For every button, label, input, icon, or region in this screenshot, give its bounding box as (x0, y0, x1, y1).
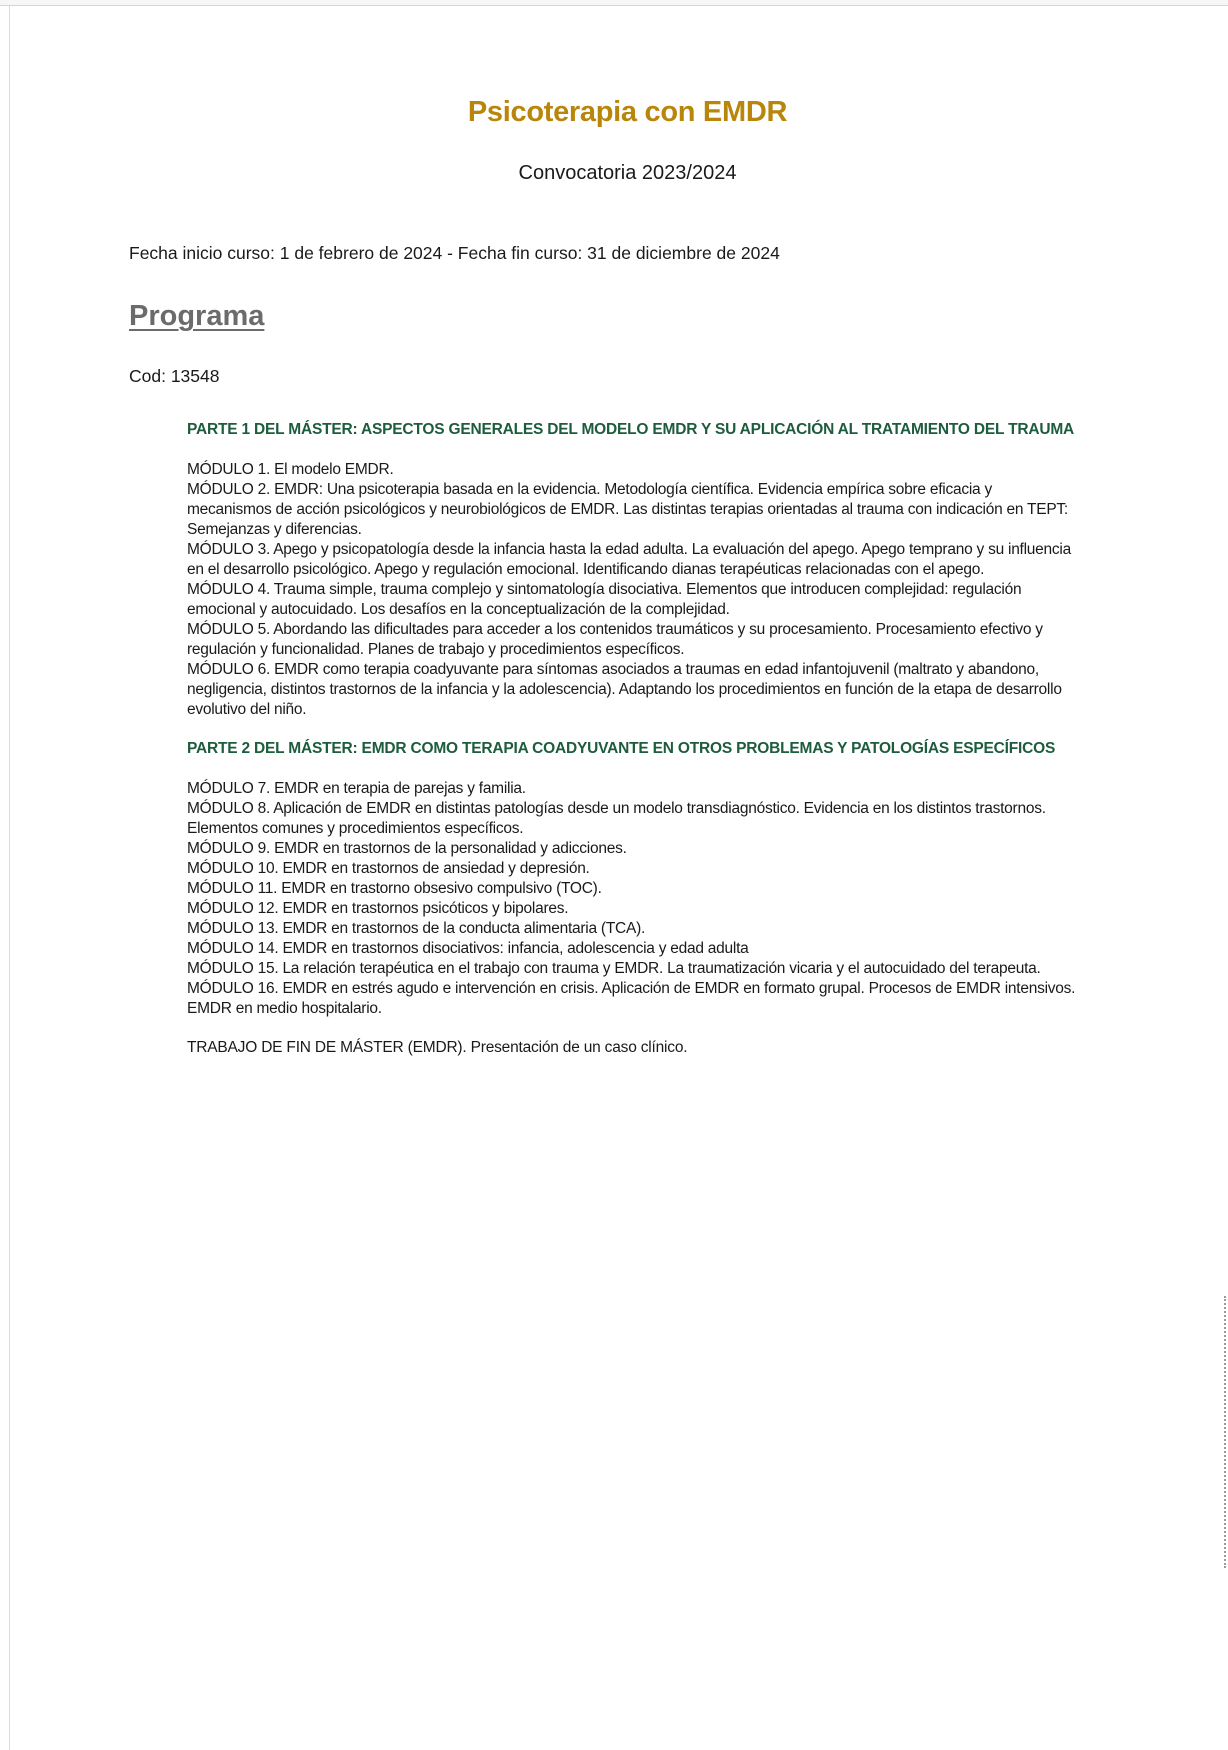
module-item: MÓDULO 2. EMDR: Una psicoterapia basada en la evidencia. Metodología científica. Evidencia empírica sobre eficacia y mecanismos de acción psicológicos y neurobiológicos de EMDR. Las distintas terapias orientadas al trauma con indicación en TEPT: Semejanzas y diferencias. (187, 481, 1068, 538)
final-work: TRABAJO DE FIN DE MÁSTER (EMDR). Presentación de un caso clínico. (187, 1039, 688, 1056)
program-content (187, 420, 1077, 1058)
module-item: MÓDULO 12. EMDR en trastornos psicóticos y bipolares. (187, 900, 569, 917)
module-item: MÓDULO 6. EMDR como terapia coadyuvante para síntomas asociados a traumas en edad infantojuvenil (maltrato y abandono, negligencia, distintos trastornos de la infancia y la adolescencia). Adaptando los procedimientos en función de la etapa de desarrollo evolutivo del niño. (187, 661, 1062, 718)
module-item: MÓDULO 9. EMDR en trastornos de la personalidad y adicciones. (187, 840, 627, 857)
section-heading-programa: Programa (129, 300, 265, 332)
module-item: MÓDULO 16. EMDR en estrés agudo e intervención en crisis. Aplicación de EMDR en formato grupal. Procesos de EMDR intensivos. EMDR en medio hospitalario. (187, 980, 1076, 1017)
course-dates: Fecha inicio curso: 1 de febrero de 2024 - Fecha fin curso: 31 de diciembre de 2024 (129, 243, 780, 263)
module-item: MÓDULO 15. La relación terapéutica en el trabajo con trauma y EMDR. La traumatización vicaria y el autocuidado del terapeuta. (187, 960, 1041, 977)
module-item: MÓDULO 5. Abordando las dificultades para acceder a los contenidos traumáticos y su procesamiento. Procesamiento efectivo y regulación y funcionalidad. Planes de trabajo y procedimientos específicos. (187, 621, 1043, 658)
module-item: MÓDULO 4. Trauma simple, trauma complejo y sintomatología disociativa. Elementos que introducen complejidad: regulación emocional y autocuidado. Los desafíos en la conceptualización de la complejidad. (187, 581, 1022, 618)
part-2-module-list (187, 779, 1077, 1019)
module-item: MÓDULO 14. EMDR en trastornos disociativos: infancia, adolescencia y edad adulta (187, 940, 749, 957)
module-item: MÓDULO 8. Aplicación de EMDR en distintas patologías desde un modelo transdiagnóstico. Evidencia en los distintos trastornos. Elementos comunes y procedimientos específicos. (187, 800, 1046, 837)
part-1-module-list (187, 460, 1077, 720)
module-item: MÓDULO 13. EMDR en trastornos de la conducta alimentaria (TCA). (187, 920, 646, 937)
document-title: Psicoterapia con EMDR (467, 96, 788, 128)
module-item: MÓDULO 3. Apego y psicopatología desde la infancia hasta la edad adulta. La evaluación del apego. Apego temprano y su influencia en el desarrollo psicológico. Apego y regulación emocional. Identificando dianas terapéuticas relacionadas con el apego. (187, 541, 1071, 578)
document-subtitle: Convocatoria 2023/2024 (518, 162, 737, 184)
part-2-block (187, 739, 1077, 1019)
course-code: Cod: 13548 (129, 366, 220, 386)
module-item: MÓDULO 7. EMDR en terapia de parejas y familia. (187, 780, 526, 797)
module-item: MÓDULO 11. EMDR en trastorno obsesivo compulsivo (TOC). (187, 880, 602, 897)
part-1-block (187, 420, 1077, 720)
part-1-heading: PARTE 1 DEL MÁSTER: ASPECTOS GENERALES DEL MODELO EMDR Y SU APLICACIÓN AL TRATAMIENTO DEL TRAUMA (187, 421, 1075, 438)
module-item: MÓDULO 10. EMDR en trastornos de ansiedad y depresión. (187, 860, 590, 877)
part-2-heading: PARTE 2 DEL MÁSTER: EMDR COMO TERAPIA COADYUVANTE EN OTROS PROBLEMAS Y PATOLOGÍAS ESPECÍFICOS (187, 740, 1056, 757)
module-item: MÓDULO 1. El modelo EMDR. (187, 461, 394, 478)
